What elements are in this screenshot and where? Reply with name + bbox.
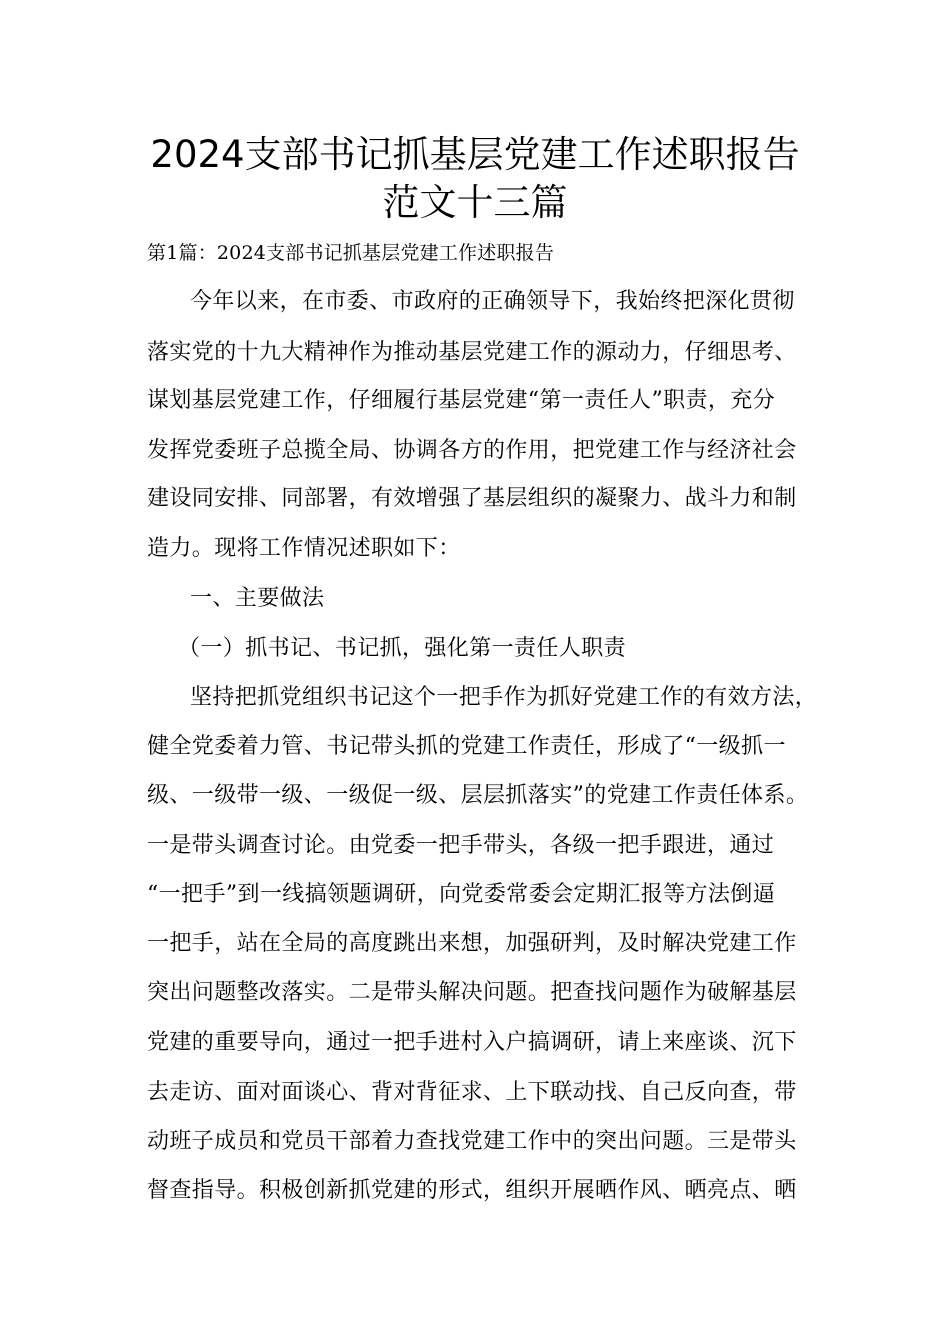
paragraph-line: 今年以来，在市委、市政府的正确领导下，我始终把深化贯彻 — [190, 289, 795, 314]
paragraph-line: 级、一级带一级、一级促一级、层层抓落实”的党建工作责任体系。 — [147, 783, 809, 808]
paragraph-line: 一是带头调查讨论。由党委一把手带头，各级一把手跟进，通过 — [147, 833, 775, 858]
subsection-heading: （一）抓书记、书记抓，强化第一责任人职责 — [178, 636, 627, 661]
section-heading: 一、主要做法 — [190, 586, 325, 611]
paragraph-line: 动班子成员和党员干部着力查找党建工作中的突出问题。三是带头 — [147, 1129, 797, 1154]
paragraph-line: 健全党委着力管、书记带头抓的党建工作责任，形成了“一级抓一 — [147, 734, 786, 759]
paragraph-line: 落实党的十九大精神作为推动基层党建工作的源动力，仔细思考、 — [147, 340, 797, 365]
paragraph-line: 谋划基层党建工作，仔细履行基层党建“第一责任人”职责，充分 — [147, 388, 776, 413]
paragraph-line: 坚持把抓党组织书记这个一把手作为抓好党建工作的有效方法， — [190, 685, 818, 710]
paragraph-line: 督查指导。积极创新抓党建的形式，组织开展晒作风、晒亮点、晒 — [147, 1178, 797, 1203]
paragraph-line: 突出问题整改落实。二是带头解决问题。把查找问题作为破解基层 — [147, 980, 797, 1005]
paragraph-line: “一把手”到一线搞领题调研，向党委常委会定期汇报等方法倒逼 — [147, 882, 776, 907]
paragraph-line: 发挥党委班子总揽全局、协调各方的作用，把党建工作与经济社会 — [147, 438, 797, 463]
paragraph-line: 去走访、面对面谈心、背对背征求、上下联动找、自己反向查，带 — [147, 1080, 797, 1105]
paragraph-line: 党建的重要导向，通过一把手进村入户搞调研，请上来座谈、沉下 — [147, 1030, 797, 1055]
paragraph-line: 一把手，站在全局的高度跳出来想，加强研判，及时解决党建工作 — [147, 931, 797, 956]
document-title-line-2: 范文十三篇 — [382, 181, 568, 224]
section-subtitle: 第1篇：2024支部书记抓基层党建工作述职报告 — [147, 242, 555, 264]
document-title-line-1: 2024支部书记抓基层党建工作述职报告 — [150, 133, 800, 176]
paragraph-line: 建设同安排、同部署，有效增强了基层组织的凝聚力、战斗力和制 — [147, 486, 797, 511]
paragraph-line: 造力。现将工作情况述职如下： — [147, 536, 461, 561]
